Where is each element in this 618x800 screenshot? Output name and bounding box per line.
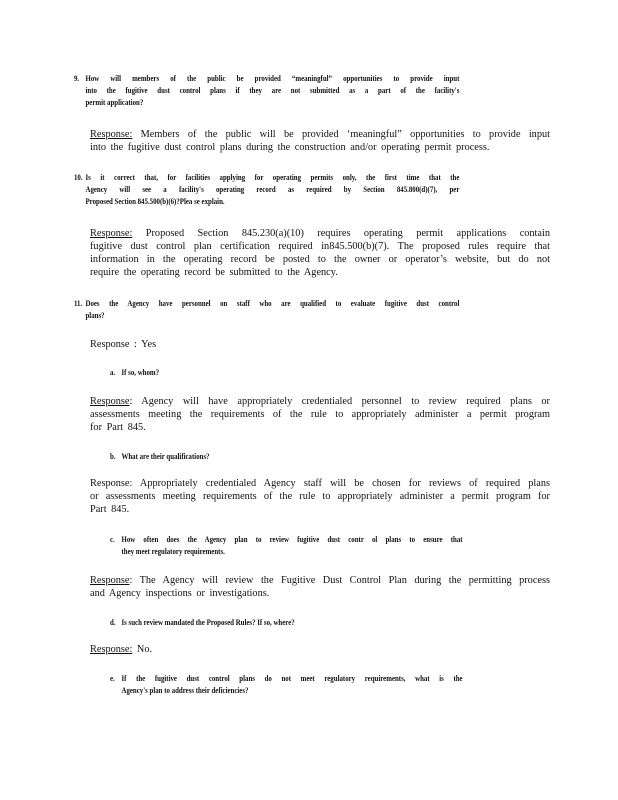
- response-label: Response: [90, 575, 130, 586]
- response-line: require the operating record be submitted to the Agency.: [90, 267, 338, 278]
- response-label: Response:: [90, 644, 133, 655]
- question-number: 11.: [74, 299, 83, 308]
- response-11: [90, 338, 550, 351]
- response-line: Response: No.: [90, 644, 153, 655]
- subquestion-letter: e.: [110, 674, 115, 683]
- subquestion-line: e. If the fugitive dust control plans do not meet regulatory requirements, what is the: [110, 674, 463, 683]
- question-line: Proposed Section 845.500(b)(6)?Plea se explain.: [85, 197, 225, 206]
- response-line: or assessments meeting requirements of the rule to appropriately administer a permit program for: [90, 491, 550, 502]
- question-9: [74, 73, 459, 109]
- question-line: 11. Does the Agency have personnel on staff who are qualified to evaluate fugitive dust control: [74, 299, 460, 308]
- response-line: for Part 845.: [90, 422, 146, 433]
- response-label: Response: [90, 396, 130, 407]
- response-line: assessments meeting the requirements of the rule to appropriately administer a permit program: [90, 409, 550, 420]
- response-11b: [90, 477, 550, 516]
- question-line: Agency will see a facility's operating record as required by Section 845.800(d)(7), per: [85, 185, 460, 194]
- response-10: [90, 227, 550, 279]
- response-line: fugitive dust control plan certification required in845.500(b)(7). The proposed rules require that: [90, 241, 550, 252]
- subquestion-11e: [110, 673, 463, 697]
- question-10: [74, 172, 459, 208]
- subquestion-line: c. How often does the Agency plan to review fugitive dust contr ol plans to ensure that: [110, 535, 463, 544]
- question-line: into the fugitive dust control plans if they are not submitted as a part of the facility's: [85, 86, 460, 95]
- response-line: Response: The Agency will review the Fugitive Dust Control Plan during the permitting process: [90, 575, 550, 586]
- question-line: 9. How will members of the public be provided “meaningful” opportunities to provide input: [74, 74, 460, 83]
- subquestion-letter: a.: [110, 368, 116, 377]
- response-line: information in the operating record be posted to the owner or operator’s website, but do not: [90, 254, 550, 265]
- subquestion-line: Agency's plan to address their deficiencies?: [121, 686, 249, 695]
- response-9: [90, 128, 550, 154]
- subquestion-11c: [110, 534, 463, 558]
- response-11d: [90, 643, 550, 656]
- subquestion-11d: d. Is such review mandated the Proposed Rules? If so, where?: [110, 618, 295, 627]
- response-11a: [90, 395, 550, 434]
- response-line: Response : Yes: [90, 339, 157, 350]
- response-label: Response:: [90, 129, 133, 140]
- subquestion-letter: b.: [110, 452, 116, 461]
- subquestion-line: they meet regulatory requirements.: [121, 547, 225, 556]
- subquestion-11a: a. If so, whom?: [110, 368, 160, 377]
- response-11c: [90, 574, 550, 600]
- response-label: Response:: [90, 228, 133, 239]
- question-line: plans?: [85, 311, 105, 320]
- subquestion-letter: c.: [110, 535, 115, 544]
- question-11: [74, 298, 459, 322]
- response-line: Response: Proposed Section 845.230(a)(10) requires operating permit applications contain: [90, 228, 550, 239]
- response-line: Part 845.: [90, 504, 130, 515]
- question-line: permit application?: [85, 98, 144, 107]
- response-line: into the fugitive dust control plans during the construction and/or operating permit process.: [90, 142, 490, 153]
- response-line: Response: Members of the public will be provided ‘meaningful” opportunities to provide input: [90, 129, 550, 140]
- response-line: and Agency inspections or investigations.: [90, 588, 270, 599]
- question-line: 10. Is it correct that, for facilities applying for operating permits only, the first time that the: [74, 173, 460, 182]
- subquestion-11b: b. What are their qualifications?: [110, 452, 210, 461]
- question-number: 10.: [74, 173, 83, 182]
- subquestion-letter: d.: [110, 618, 116, 627]
- response-line: Response: Agency will have appropriately credentialed personnel to review required plans or: [90, 396, 550, 407]
- response-line: Response: Appropriately credentialed Agency staff will be chosen for reviews of required plans: [90, 478, 550, 489]
- question-number: 9.: [74, 74, 80, 83]
